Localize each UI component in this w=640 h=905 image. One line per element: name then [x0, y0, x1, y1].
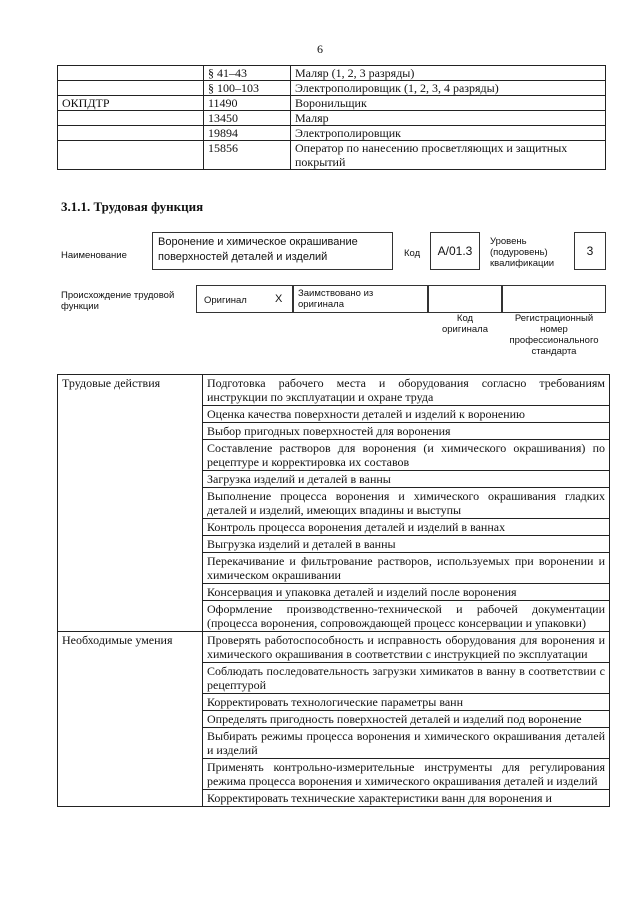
list-item: Применять контрольно-измерительные инструменты для регулирования режима процесса воронения и химического окрашивания деталей и изделий — [203, 759, 610, 790]
list-item: Проверять работоспособность и исправность оборудования для воронения и химического окрашивания в соответствии с инструкцией по эксплуатации — [203, 632, 610, 663]
table-cell: 13450 — [204, 111, 291, 126]
qualification-level-label: Уровень (подуровень) квалификации — [490, 236, 555, 269]
required-skills-header: Необходимые умения — [58, 632, 203, 807]
labor-actions-header: Трудовые действия — [58, 375, 203, 632]
list-item: Корректировать технологические параметры ванн — [203, 694, 610, 711]
registration-number-cell — [502, 285, 606, 313]
okpdtr-table — [57, 65, 606, 170]
borrowed-cell — [293, 285, 428, 313]
table-cell: 15856 — [204, 141, 291, 170]
table-cell: ОКПДТР — [58, 96, 204, 111]
list-item: Выбирать режимы процесса воронения и химического окрашивания деталей и изделий — [203, 728, 610, 759]
table-cell — [58, 141, 204, 170]
table-cell — [58, 111, 204, 126]
list-item: Соблюдать последовательность загрузки химикатов в ванну в соответствии с рецептурой — [203, 663, 610, 694]
list-item: Контроль процесса воронения деталей и изделий в ваннах — [203, 519, 610, 536]
table-row — [58, 81, 606, 96]
function-name-value: Воронение и химическое окрашивание поверхностей деталей и изделий — [152, 232, 393, 270]
list-item: Оформление производственно-технической и рабочей документации (процесса воронения, сопровождающей процесс консервации и упаковки) — [203, 601, 610, 632]
table-row — [58, 96, 606, 111]
original-code-cell — [428, 285, 502, 313]
list-item: Выгрузка изделий и деталей в ванны — [203, 536, 610, 553]
table-cell: Маляр (1, 2, 3 разряды) — [291, 66, 606, 81]
borrowed-label: Заимствовано из оригинала — [298, 288, 374, 310]
qualification-level-value: 3 — [574, 232, 606, 270]
original-mark: X — [275, 293, 283, 305]
table-row — [58, 126, 606, 141]
table-row — [58, 66, 606, 81]
list-item: Составление растворов для воронения (и химического окрашивания) по рецептуре и корректировка их составов — [203, 440, 610, 471]
original-cell — [196, 285, 293, 313]
table-row — [58, 111, 606, 126]
table-cell: Электрополировщик — [291, 126, 606, 141]
list-item: Консервация и упаковка деталей и изделий после воронения — [203, 584, 610, 601]
original-label: Оригинал — [204, 295, 247, 306]
code-original-caption: Код оригинала — [441, 313, 488, 335]
table-row — [58, 375, 610, 406]
list-item: Выбор пригодных поверхностей для воронения — [203, 423, 610, 440]
table-cell: Электрополировщик (1, 2, 3, 4 разряды) — [291, 81, 606, 96]
name-label: Наименование — [61, 250, 127, 261]
origin-label: Происхождение трудовой функции — [61, 290, 175, 312]
function-code-value: A/01.3 — [430, 232, 480, 270]
section-title: 3.1.1. Трудовая функция — [61, 199, 204, 214]
page-number: 6 — [317, 42, 323, 56]
table-cell: 19894 — [204, 126, 291, 141]
list-item: Корректировать технические характеристики ванн для воронения и — [203, 790, 610, 807]
list-item: Подготовка рабочего места и оборудования согласно требованиям инструкции по эксплуатации и охране труда — [203, 375, 610, 406]
list-item: Перекачивание и фильтрование растворов, используемых при воронении и химическом окрашивании — [203, 553, 610, 584]
table-cell: Маляр — [291, 111, 606, 126]
table-cell — [58, 126, 204, 141]
table-cell: 11490 — [204, 96, 291, 111]
table-row — [58, 632, 610, 663]
registration-number-caption: Регистрационный номер профессионального стандарта — [509, 313, 599, 357]
table-cell: § 41–43 — [204, 66, 291, 81]
table-cell: Воронильщик — [291, 96, 606, 111]
list-item: Определять пригодность поверхностей деталей и изделий под воронение — [203, 711, 610, 728]
list-item: Оценка качества поверхности деталей и изделий к воронению — [203, 406, 610, 423]
table-cell — [58, 81, 204, 96]
table-cell: § 100–103 — [204, 81, 291, 96]
table-row — [58, 141, 606, 170]
table-cell: Оператор по нанесению просветляющих и защитных покрытий — [291, 141, 606, 170]
function-details-table — [57, 374, 610, 807]
list-item: Загрузка изделий и деталей в ванны — [203, 471, 610, 488]
code-label: Код — [404, 248, 421, 259]
table-cell — [58, 66, 204, 81]
list-item: Выполнение процесса воронения и химического окрашивания гладких деталей и изделий, имеющих впадины и выступы — [203, 488, 610, 519]
